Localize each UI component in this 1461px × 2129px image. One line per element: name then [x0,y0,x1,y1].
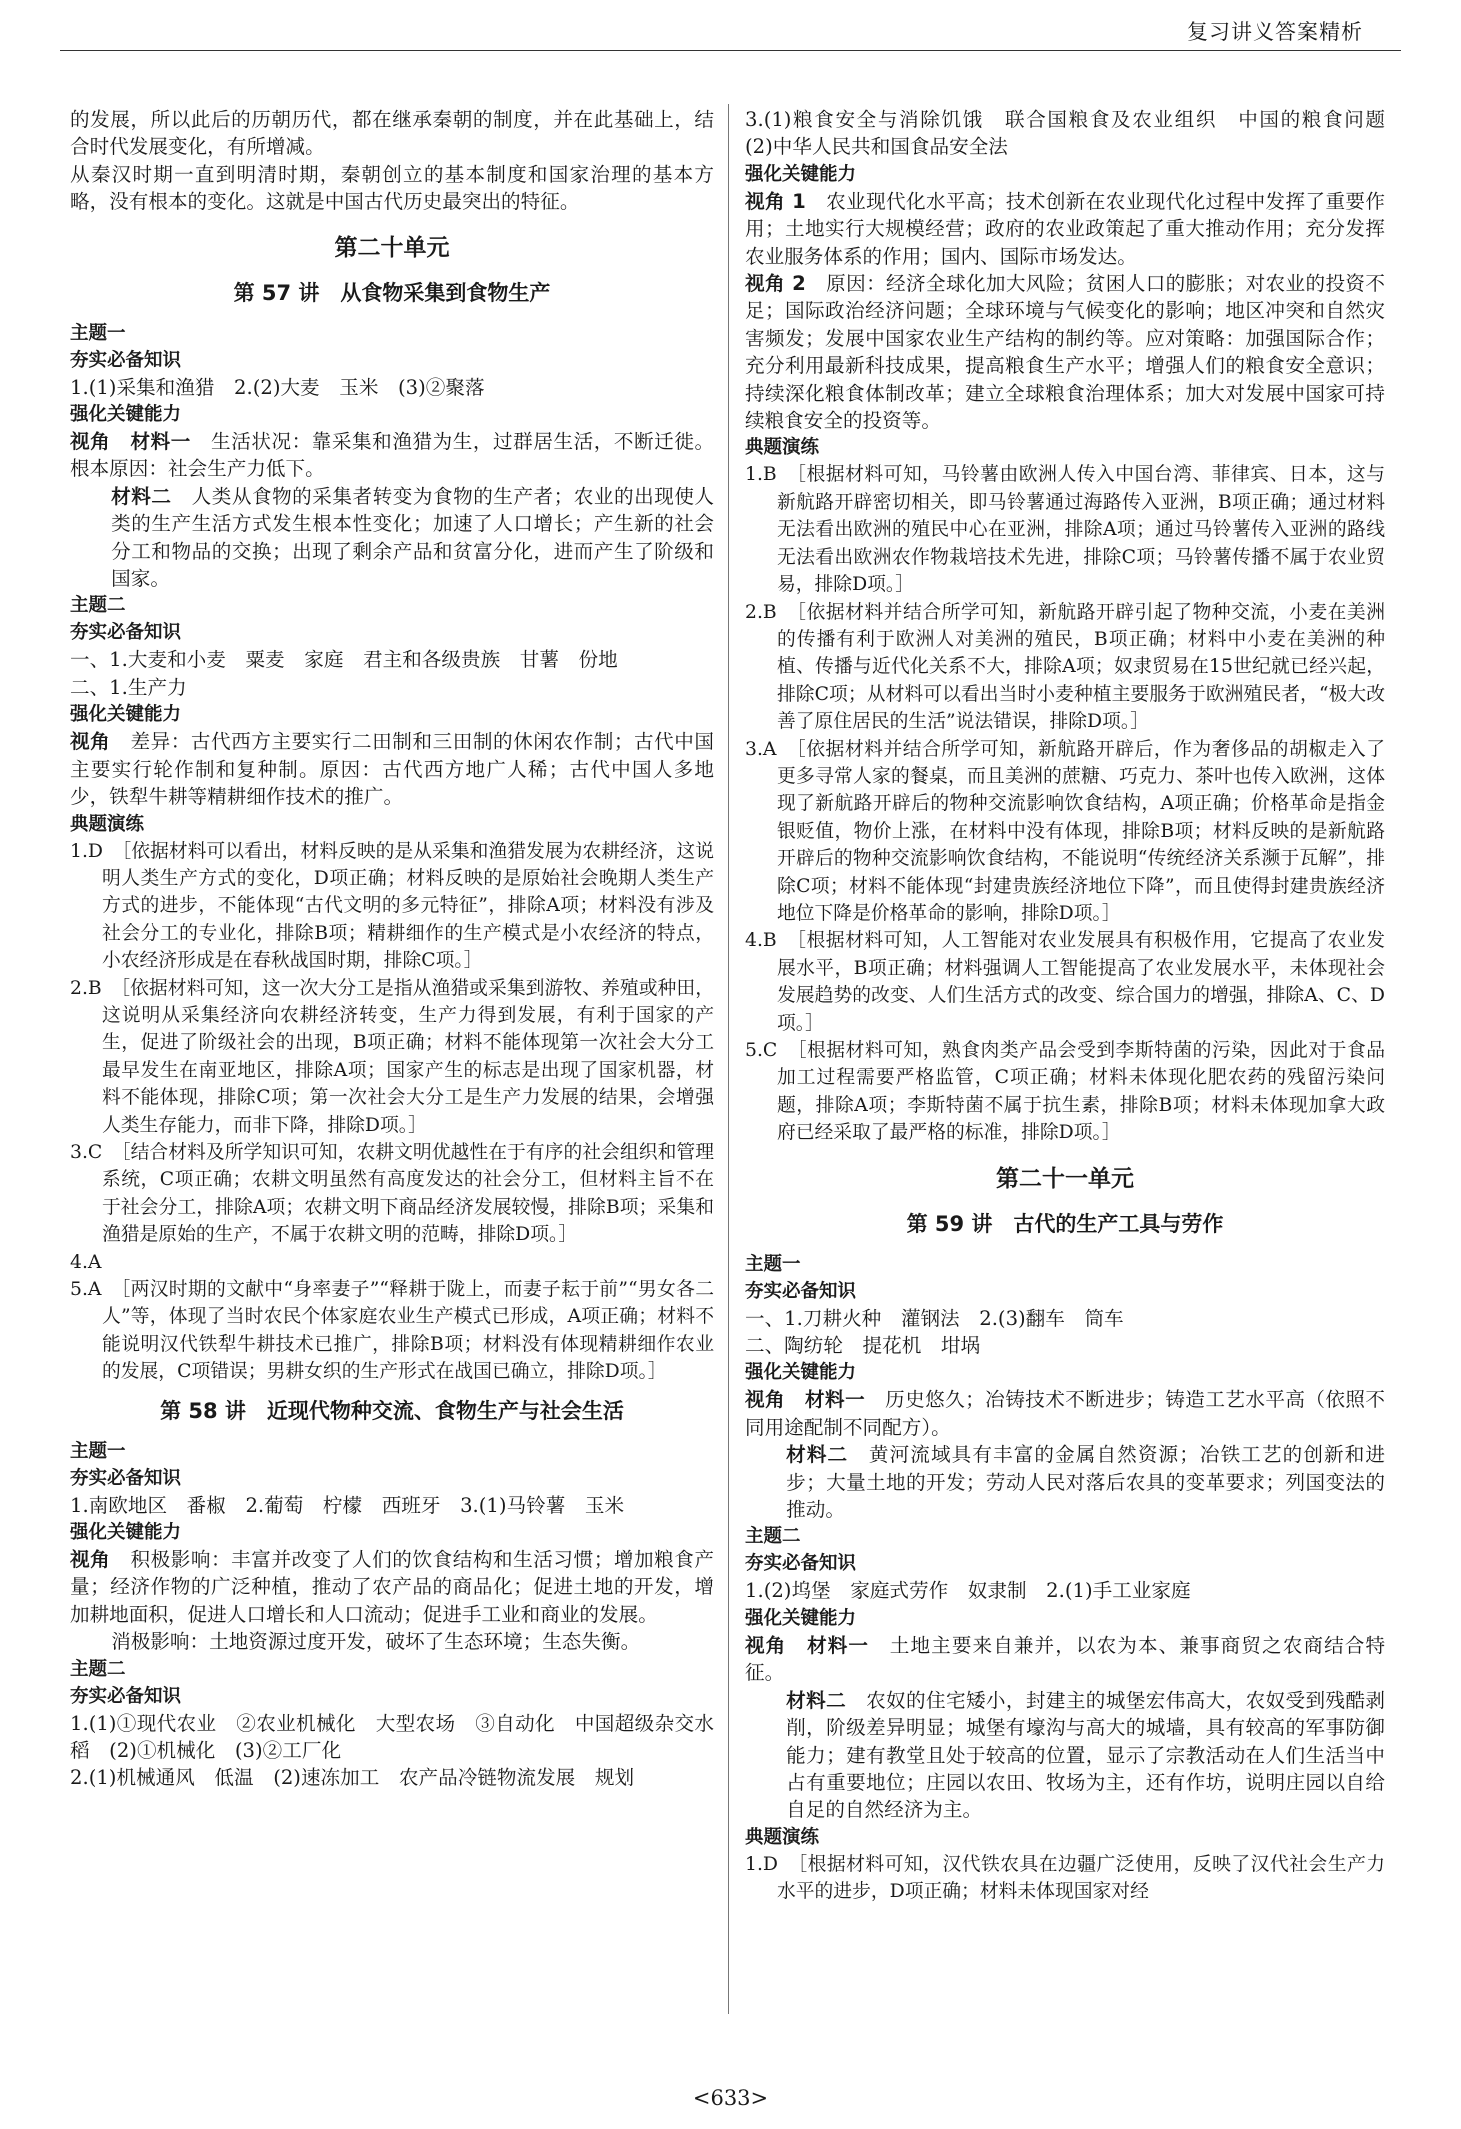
answer-item [745,736,1385,928]
page-number: <633> [692,2086,769,2110]
l58-topic2-view1 [745,188,1385,270]
l58-topic2-knowledge-head: 夯实必备知识 [70,1685,182,1707]
l58-topic2-ability-head: 强化关键能力 [745,163,857,185]
view-label: 视角 [70,1548,111,1572]
answer-number: 1.D [745,1853,778,1875]
answer-item [70,838,714,975]
answer-explanation: ［根据材料可知，汉代铁农具在边疆广泛使用，反映了汉代社会生产力水平的进步，D项正确；材料未体现国家对经 [776,1853,1385,1903]
l59-topic1-knowledge-head: 夯实必备知识 [745,1280,857,1302]
l58-topic1-view-negative: 消极影响：土地资源过度开发，破坏了生态环境；生态失衡。 [111,1630,641,1654]
l57-topic2-ability-head: 强化关键能力 [70,704,182,726]
material-text: 生活状况：靠采集和渔猎为生，过群居生活，不断迁徙。根本原因：社会生产力低下。 [70,430,715,481]
view-text: 差异：古代西方主要实行二田制和三田制的休闲农作制；古代中国主要实行轮作制和复种制。原因：古代西方地广人稀；古代中国人多地少，铁犁牛耕等精耕细作技术的推广。 [70,730,715,809]
l57-topic1-title: 主题一 [70,322,126,344]
l57-topic2-view [70,728,714,810]
answer-number: 1.B [745,464,777,486]
view-text: 积极影响：丰富并改变了人们的饮食结构和生活习惯；增加粮食产量；经济作物的广泛种植，推动了农产品的商品化；促进土地的开发，增加耕地面积，促进人口增长和人口流动；促进手工业和商业的发展。 [70,1548,715,1626]
answer-explanation: ［依据材料并结合所学可知，新航路开辟引起了物种交流，小麦在美洲的传播有利于欧洲人对美洲的殖民，B项正确；材料中小麦在美洲的种植、传播与近代化关系不大，排除A项；奴隶贸易在15世纪就已经兴起，排除C项；从材料可以看出当时小麦种植主要服务于欧洲殖民者，“极大改善了原住居民的生活”说法错误，排除D项。］ [776,601,1385,733]
answer-item [70,1139,714,1249]
l58-topic1-view [70,1546,714,1628]
l59-topic2-knowledge-head: 夯实必备知识 [745,1553,857,1575]
view-label: 视角 [745,1633,787,1657]
l58-topic1-title: 主题一 [70,1440,126,1462]
answer-number: 2.B [70,977,102,999]
lecture-57-title: 第 57 讲 从食物采集到食物生产 [233,280,551,305]
lecture-58-title: 第 58 讲 近现代物种交流、食物生产与社会生活 [160,1398,624,1423]
l59-topic2-material1 [745,1632,1385,1687]
answer-explanation: ［根据材料可知，熟食肉类产品会受到李斯特菌的污染，因此对于食品加工过程需要严格监管，C项正确；材料未体现化肥农药的残留污染问题，排除A项；李斯特菌不属于抗生素，排除B项；材料未体现加拿大政府已经采取了最严格的标准，排除D项。］ [776,1040,1386,1144]
l58-topic2-knowledge-1: 1.(1)①现代农业 ②农业机械化 大型农场 ③自动化 中国超级杂交水稻 (2)①机械化 (3)②工厂化 [70,1711,714,1763]
unit-20-title: 第二十单元 [334,234,450,261]
right-column [745,106,1405,2033]
l59-topic2-material2 [745,1687,1385,1824]
answer-item [745,1037,1385,1147]
l59-topic1-knowledge-2: 二、陶纺轮 提花机 坩埚 [745,1334,981,1358]
l57-topic1-knowledge: 1.(1)采集和渔猎 2.(2)大麦 玉米 (3)②聚落 [70,375,485,399]
answer-explanation: ［根据材料可知，马铃薯由欧洲人传入中国台湾、菲律宾、日本，这与新航路开辟密切相关，即马铃薯通过海路传入亚洲，B项正确；通过材料无法看出欧洲的殖民中心在亚洲，排除A项；通过马铃薯传入亚洲的路线无法看出欧洲农作物栽培技术先进，排除C项；马铃薯传播不属于农业贸易，排除D项。］ [776,464,1385,596]
material-text: 土地主要来自兼并，以农为本、兼事商贸之农商结合特征。 [745,1633,1386,1685]
lecture-59-title: 第 59 讲 古代的生产工具与劳作 [906,1211,1224,1236]
l59-topic1-material2 [745,1441,1385,1523]
l58-topic2-view2 [745,270,1385,434]
answer-number: 5.A [70,1279,102,1300]
answer-explanation: ［结合材料及所学知识可知，农耕文明优越性在于有序的社会组织和管理系统，C项正确；农耕文明虽然有高度发达的社会分工，但材料主旨不在于社会分工，排除A项；农耕文明下商品经济发展较慢，排除B项；采集和渔猎是原始的生产，不属于农耕文明的范畴，排除D项。］ [101,1141,715,1246]
l59-topic1-title: 主题一 [745,1253,801,1275]
l57-drill-head: 典题演练 [70,813,145,835]
l59-topic1-ability-head: 强化关键能力 [745,1362,857,1384]
l57-topic1-material2 [70,483,714,593]
l59-topic2-ability-head: 强化关键能力 [745,1607,857,1629]
material-label: 材料一 [130,430,191,454]
l57-topic2-title: 主题二 [70,595,126,617]
answer-explanation: ［依据材料可以看出，材料反映的是从采集和渔猎发展为农耕经济，这说明人类生产方式的变化，D项正确；材料反映的是原始社会晚期人类生产方式的进步，不能体现“古代文明的多元特征”，排除A项；材料没有涉及社会分工的专业化，排除B项；精耕细作的生产模式是小农经济的特点，小农经济形成是在春秋战国时期，排除C项。］ [101,840,715,972]
answer-number: 1.D [70,840,103,862]
answer-number: 4.A [70,1251,102,1273]
page-header [0,0,1461,56]
view-label: 视角 1 [745,189,806,213]
answer-explanation: ［根据材料可知，人工智能对农业发展具有积极作用，它提高了农业发展水平，B项正确；材料强调人工智能提高了农业发展水平，未体现社会发展趋势的改变、人们生活方式的改变、综合国力的增强，排除A、C、D项。］ [776,930,1385,1034]
view-label: 视角 [70,730,111,754]
material-label: 材料二 [786,1443,849,1467]
material-label: 材料二 [786,1688,847,1712]
answer-item [745,599,1385,736]
l59-topic2-knowledge: 1.(2)坞堡 家庭式劳作 奴隶制 2.(1)手工业家庭 [745,1579,1191,1603]
material-text: 农奴的住宅矮小，封建主的城堡宏伟高大，农奴受到残酷剥削，阶级差异明显；城堡有壕沟与高大的城墙，具有较高的军事防御能力；建有教堂且处于较高的位置，显示了宗教活动在人们生活当中占有重要地位；庄园以农田、牧场为主，还有作坊，说明庄园以自给自足的自然经济为主。 [786,1688,1386,1822]
intro-paragraph-2: 从秦汉时期一直到明清时期，秦朝创立的基本制度和国家治理的基本方略，没有根本的变化。这就是中国古代历史最突出的特征。 [70,162,714,214]
l57-topic2-knowledge-2: 二、1.生产力 [70,675,187,699]
l58-topic2-title: 主题二 [70,1658,126,1680]
unit-21-title: 第二十一单元 [996,1165,1134,1192]
answer-item [745,927,1385,1037]
view-label: 视角 [745,1388,786,1412]
intro-paragraph-1: 的发展，所以此后的历朝历代，都在继承秦朝的制度，并在此基础上，结合时代发展变化，有所增减。 [70,108,714,159]
l58-topic2-knowledge-2: 2.(1)机械通风 低温 (2)速冻加工 农产品冷链物流发展 规划 [70,1766,635,1790]
view-text: 农业现代化水平高；技术创新在农业现代化过程中发挥了重要作用；土地实行大规模经营；政府的农业政策起了重大推动作用；充分发挥农业服务体系的作用；国内、国际市场发达。 [745,189,1385,268]
view-label: 视角 [70,430,111,454]
l59-topic1-material1 [745,1386,1385,1441]
l59-drill-head: 典题演练 [745,1826,820,1848]
view-label: 视角 2 [745,272,806,296]
column-divider [728,104,729,2014]
answer-explanation: ［两汉时期的文献中“身率妻子”“释耕于陇上，而妻子耘于前”“男女各二人”等，体现了当时农民个体家庭农业生产模式已形成，A项正确；材料不能说明汉代铁犁牛耕技术已推广，排除B项；材料没有体现精耕细作农业的发展，C项错误；男耕女织的生产形式在战国已确立，排除D项。］ [101,1279,714,1383]
l58-topic2-knowledge-3: 3.(1)粮食安全与消除饥饿 联合国粮食及农业组织 中国的粮食问题 (2)中华人民共和国食品安全法 [745,108,1405,159]
l57-topic1-material1 [70,428,714,483]
answer-number: 3.A [745,738,777,760]
header-rule [60,50,1401,51]
answer-item [70,1249,714,1276]
l57-topic2-knowledge-1: 一、1.大麦和小麦 粟麦 家庭 君主和各级贵族 甘薯 份地 [70,648,618,672]
l59-topic1-knowledge-1: 一、1.刀耕火种 灌钢法 2.(3)翻车 筒车 [745,1306,1124,1330]
answer-number: 4.B [745,930,777,952]
material-text: 黄河流域具有丰富的金属自然资源；冶铁工艺的创新和进步；大量土地的开发；劳动人民对落后农具的变革要求；列国变法的推动。 [786,1443,1385,1522]
answer-item [70,1276,714,1386]
l58-topic1-ability-head: 强化关键能力 [70,1522,182,1544]
answer-number: 3.C [70,1141,103,1163]
l57-topic2-knowledge-head: 夯实必备知识 [70,622,182,644]
l58-topic1-knowledge-head: 夯实必备知识 [70,1467,182,1489]
material-label: 材料一 [807,1633,870,1657]
material-text: 历史悠久；冶铸技术不断进步；铸造工艺水平高（依照不同用途配制不同配方）。 [745,1388,1386,1439]
view-text: 原因：经济全球化加大风险；贫困人口的膨胀；对农业的投资不足；国际政治经济问题；全球环境与气候变化的影响；地区冲突和自然灾害频发；发展中国家农业生产结构的制约等。应对策略：加强国际合作；充分利用最新科技成果，提高粮食生产水平；增强人们的粮食安全意识；持续深化粮食体制改革；建立全球粮食治理体系；加大对发展中国家可持续粮食安全的投资等。 [745,272,1385,433]
l57-topic1-ability-head: 强化关键能力 [70,404,182,426]
answer-explanation: ［依据材料可知，这一次大分工是指从渔猎或采集到游牧、养殖或种田，这说明从采集经济向农耕经济转变，生产力得到发展，有利于国家的产生，促进了阶级社会的出现，B项正确；材料不能体现第一次社会大分工最早发生在南亚地区，排除A项；国家产生的标志是出现了国家机器，材料不能体现，排除C项；第一次社会大分工是生产力发展的结果，会增强人类生存能力，而非下降，排除D项。］ [101,977,715,1136]
answer-item [745,1851,1385,1906]
material-label: 材料二 [111,484,172,508]
answer-number: 5.C [745,1040,778,1061]
left-column [70,106,714,2033]
answer-item [745,461,1385,598]
header-title: 复习讲义答案精析 [1187,20,1363,44]
answer-number: 2.B [745,601,777,623]
answer-explanation: ［依据材料并结合所学可知，新航路开辟后，作为奢侈品的胡椒走入了更多寻常人家的餐桌，而且美洲的蔗糖、巧克力、茶叶也传入欧洲，这体现了新航路开辟后的物种交流影响饮食结构，A项正确；价格革命是指金银贬值，物价上涨，在材料中没有体现，排除B项；材料反映的是新航路开辟后的物种交流影响饮食结构，不能说明“传统经济关系濒于瓦解”，排除C项；材料不能体现“封建贵族经济地位下降”，而且使得封建贵族经济地位下降是价格革命的影响，排除D项。］ [776,738,1385,924]
l58-topic1-knowledge: 1.南欧地区 番椒 2.葡萄 柠檬 西班牙 3.(1)马铃薯 玉米 [70,1493,625,1517]
material-label: 材料一 [805,1388,866,1412]
l59-topic2-title: 主题二 [745,1526,801,1548]
l58-drill-head: 典题演练 [745,437,820,459]
l57-topic1-knowledge-head: 夯实必备知识 [70,349,182,371]
answer-item [70,975,714,1139]
material-text: 人类从食物的采集者转变为食物的生产者；农业的出现使人类的生产生活方式发生根本性变化；加速了人口增长；产生新的社会分工和物品的交换；出现了剩余产品和贫富分化，进而产生了阶级和国家。 [111,484,715,591]
